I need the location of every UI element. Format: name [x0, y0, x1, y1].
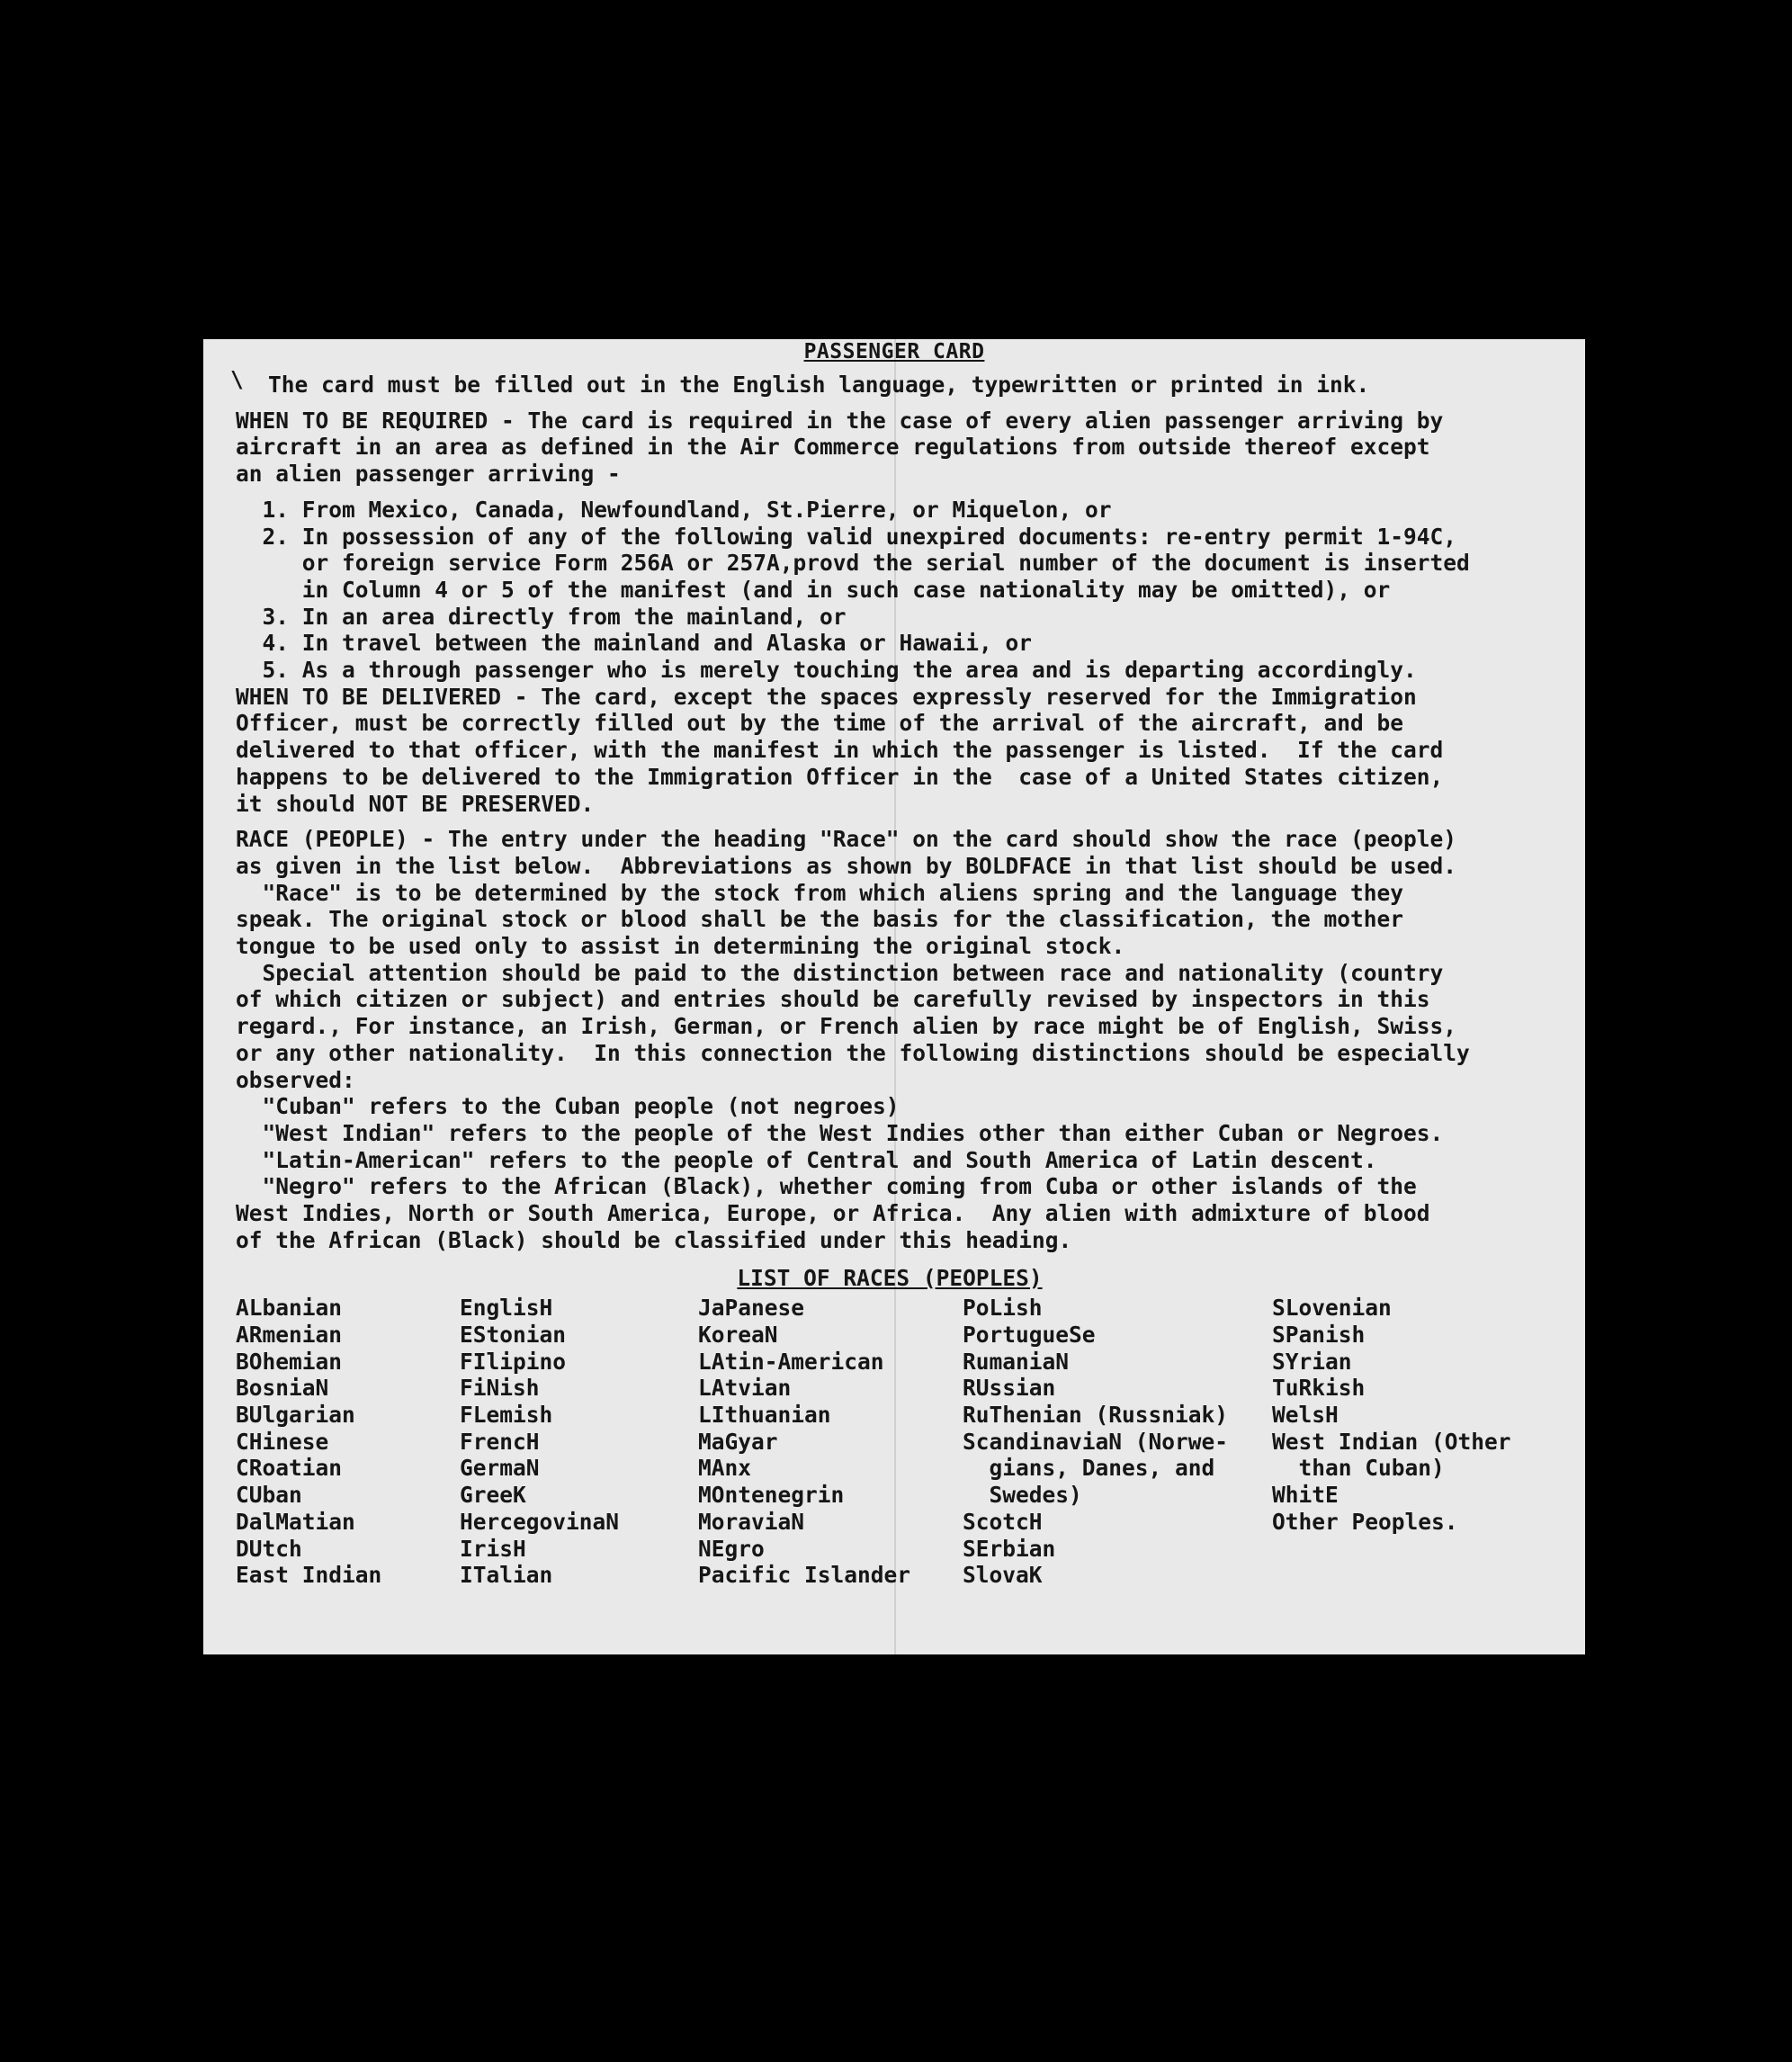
delivered-line: Officer, must be correctly filled out by the time of the arrival of the aircraft, and be — [236, 710, 1404, 737]
race-line: "Latin-American" refers to the people of Central and South America of Latin descent. — [236, 1146, 1377, 1173]
races-column-1 — [236, 1295, 381, 1589]
race-item: TuRkish — [1272, 1375, 1366, 1402]
race-item: BUlgarian — [236, 1402, 355, 1429]
race-item: DUtch — [236, 1535, 302, 1562]
races-column-5 — [1272, 1295, 1511, 1535]
race-item: ALbanian — [236, 1295, 343, 1322]
race-item: CUban — [236, 1482, 302, 1509]
race-item: SlovaK — [963, 1562, 1043, 1589]
race-item: West Indian (Other — [1272, 1428, 1511, 1455]
page-title: PASSENGER CARD — [803, 340, 985, 363]
exception-line: 3. In an area directly from the mainland, or — [236, 603, 847, 630]
race-line: "Negro" refers to the African (Black), whether coming from Cuba or other islands of the — [236, 1173, 1417, 1200]
exception-line: 1. From Mexico, Canada, Newfoundland, St.Pierre, or Miquelon, or — [236, 496, 1112, 523]
race-item: MoraviaN — [698, 1508, 805, 1535]
race-item: ITalian — [460, 1562, 553, 1589]
race-item: EnglisH — [460, 1295, 553, 1322]
race-line: West Indies, North or South America, Europe, or Africa. Any alien with admixture of blood — [236, 1200, 1430, 1227]
race-item: FLemish — [460, 1402, 553, 1429]
race-section — [236, 826, 1544, 1253]
race-item: GreeK — [460, 1482, 526, 1509]
race-item: Other Peoples. — [1272, 1508, 1458, 1535]
exception-line: or foreign service Form 256A or 257A,provd the serial number of the document is inserted — [236, 550, 1470, 577]
race-line: "Cuban" refers to the Cuban people (not negroes) — [236, 1093, 900, 1120]
delivered-line: WHEN TO BE DELIVERED - The card, except the spaces expressly reserved for the Immigration — [236, 683, 1417, 710]
race-item: LAtvian — [698, 1375, 792, 1402]
race-item: PortugueSe — [963, 1321, 1096, 1348]
race-item: FrencH — [460, 1428, 540, 1455]
race-line: "Race" is to be determined by the stock from which aliens spring and the language they — [236, 879, 1404, 906]
races-column-2 — [460, 1295, 619, 1589]
delivered-line: delivered to that officer, with the manifest in which the passenger is listed. If the card — [236, 737, 1444, 764]
intro-line: The card must be filled out in the English language, typewritten or printed in ink. — [268, 372, 1370, 398]
race-line: or any other nationality. In this connection the following distinctions should be especially — [236, 1039, 1470, 1066]
race-item: PoLish — [963, 1295, 1043, 1322]
races-list — [236, 1295, 1544, 1591]
required-line: aircraft in an area as defined in the Air Commerce regulations from outside thereof except — [236, 434, 1430, 461]
race-item: RumaniaN — [963, 1348, 1070, 1375]
race-item: FIlipino — [460, 1348, 567, 1375]
required-section — [236, 408, 1544, 488]
race-item: NEgro — [698, 1535, 765, 1562]
race-line: regard., For instance, an Irish, German, or French alien by race might be of English, Swiss, — [236, 1013, 1457, 1040]
race-item: SErbian — [963, 1535, 1056, 1562]
race-item: CHinese — [236, 1428, 329, 1455]
race-item: WelsH — [1272, 1402, 1339, 1429]
race-item: Swedes) — [963, 1482, 1082, 1509]
passenger-card — [203, 339, 1585, 1654]
pen-mark: \ — [230, 366, 244, 392]
delivered-line: happens to be delivered to the Immigration Officer in the case of a United States citizen, — [236, 763, 1444, 790]
race-item: ScotcH — [963, 1508, 1043, 1535]
race-item: CRoatian — [236, 1455, 343, 1482]
race-line: as given in the list below. Abbreviations as shown by BOLDFACE in that list should be used. — [236, 852, 1457, 879]
race-item: FiNish — [460, 1375, 540, 1402]
race-item: East Indian — [236, 1562, 382, 1589]
race-item: RUssian — [963, 1375, 1056, 1402]
race-item: KoreaN — [698, 1321, 778, 1348]
race-item: MaGyar — [698, 1428, 778, 1455]
race-item: DalMatian — [236, 1508, 355, 1535]
race-item: GermaN — [460, 1455, 540, 1482]
race-item: ARmenian — [236, 1321, 343, 1348]
race-item: LAtin-American — [698, 1348, 884, 1375]
race-line: of the African (Black) should be classified under this heading. — [236, 1226, 1072, 1253]
race-item: RuThenian (Russniak) — [963, 1402, 1229, 1429]
races-column-4 — [963, 1295, 1228, 1589]
race-line: speak. The original stock or blood shall be the basis for the classification, the mother — [236, 906, 1404, 933]
exception-line: in Column 4 or 5 of the manifest (and in such case nationality may be omitted), or — [236, 576, 1391, 603]
race-line: tongue to be used only to assist in determining the original stock. — [236, 933, 1125, 960]
exception-line: 4. In travel between the mainland and Alaska or Hawaii, or — [236, 630, 1033, 657]
race-item: ScandinaviaN (Norwe- — [963, 1428, 1229, 1455]
race-item: BOhemian — [236, 1348, 343, 1375]
exceptions-list — [236, 497, 1544, 684]
race-item: HercegovinaN — [460, 1508, 620, 1535]
race-item: SLovenian — [1272, 1295, 1392, 1322]
race-item: IrisH — [460, 1535, 526, 1562]
race-item: than Cuban) — [1272, 1455, 1445, 1482]
delivered-line: it should NOT BE PRESERVED. — [236, 790, 595, 817]
exception-line: 5. As a through passenger who is merely touching the area and is departing accordingly. — [236, 657, 1417, 684]
race-item: LIthuanian — [698, 1402, 831, 1429]
race-item: JaPanese — [698, 1295, 805, 1322]
race-item: MAnx — [698, 1455, 752, 1482]
race-item: gians, Danes, and — [963, 1455, 1215, 1482]
race-line: observed: — [236, 1066, 355, 1093]
races-column-3 — [698, 1295, 910, 1589]
delivered-section — [236, 684, 1544, 818]
race-item: MOntenegrin — [698, 1482, 845, 1509]
race-item: SPanish — [1272, 1321, 1366, 1348]
exception-line: 2. In possession of any of the following valid unexpired documents: re-entry permit 1-94C, — [236, 523, 1457, 550]
required-line: WHEN TO BE REQUIRED - The card is required in the case of every alien passenger arriving by — [236, 407, 1444, 434]
race-line: Special attention should be paid to the distinction between race and nationality (country — [236, 959, 1444, 986]
race-line: "West Indian" refers to the people of the West Indies other than either Cuban or Negroes. — [236, 1119, 1444, 1146]
race-item: WhitE — [1272, 1482, 1339, 1509]
required-line: an alien passenger arriving - — [236, 461, 621, 488]
race-item: Pacific Islander — [698, 1562, 911, 1589]
race-item: BosniaN — [236, 1375, 329, 1402]
race-item: EStonian — [460, 1321, 567, 1348]
race-item: SYrian — [1272, 1348, 1352, 1375]
instructions-text — [236, 372, 1544, 1591]
list-title: LIST OF RACES (PEOPLES) — [737, 1264, 1043, 1291]
race-line: of which citizen or subject) and entries should be carefully revised by inspectors in this — [236, 986, 1430, 1013]
race-line: RACE (PEOPLE) - The entry under the heading "Race" on the card should show the race (people) — [236, 826, 1457, 853]
